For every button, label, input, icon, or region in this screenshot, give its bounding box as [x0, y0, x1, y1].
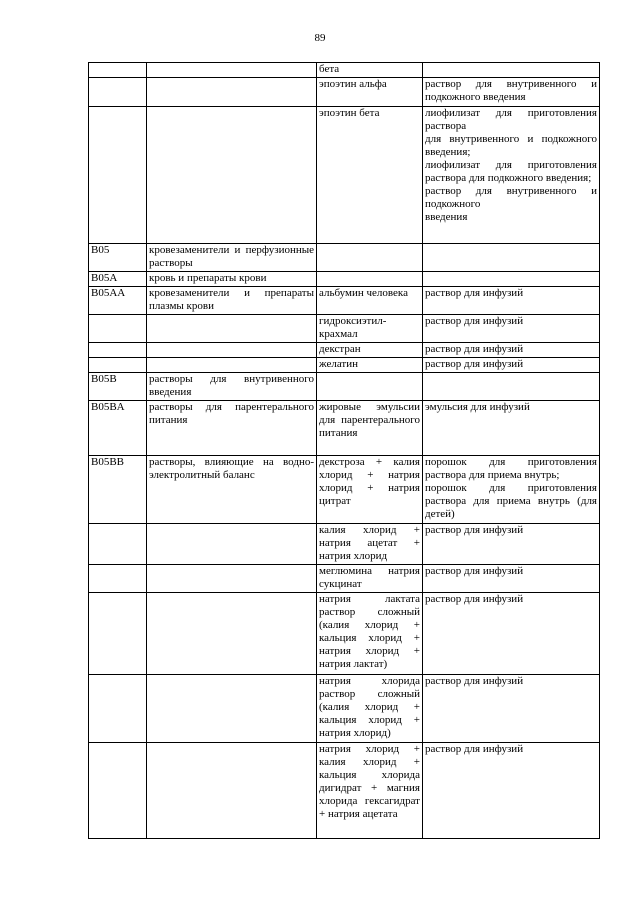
group-name-cell — [147, 107, 317, 244]
table-row — [89, 358, 600, 373]
group-name-cell — [147, 593, 317, 675]
atc-code-cell — [89, 565, 147, 593]
drug-name-cell — [317, 272, 423, 287]
drug-name-cell: декстроза + калия хлорид + натрия хлорид + натрия цитрат — [317, 456, 423, 524]
table-row — [89, 244, 600, 272]
dosage-form-cell: раствор для инфузий — [423, 675, 600, 743]
atc-code-cell — [89, 593, 147, 675]
drug-name-cell: желатин — [317, 358, 423, 373]
dosage-form-cell: раствор для инфузий — [423, 343, 600, 358]
dosage-form-cell: раствор для инфузий — [423, 315, 600, 343]
dosage-form-cell: раствор для инфузий — [423, 743, 600, 839]
table-row — [89, 287, 600, 315]
table-row — [89, 343, 600, 358]
group-name-cell: кровь и препараты крови — [147, 272, 317, 287]
atc-code-cell: B05BA — [89, 401, 147, 456]
atc-code-cell: B05A — [89, 272, 147, 287]
group-name-cell: растворы, влияющие на водно-электролитный баланс — [147, 456, 317, 524]
drug-name-cell: эпоэтин альфа — [317, 78, 423, 107]
group-name-cell — [147, 743, 317, 839]
atc-code-cell — [89, 524, 147, 565]
dosage-form-cell: раствор для инфузий — [423, 358, 600, 373]
atc-code-cell — [89, 107, 147, 244]
dosage-form-cell — [423, 107, 600, 244]
table-row — [89, 675, 600, 743]
table-row — [89, 743, 600, 839]
table-row — [89, 315, 600, 343]
drug-name-cell: натрия лактата раствор сложный (калия хлорид + кальция хлорид + натрия хлорид + натрия лактат) — [317, 593, 423, 675]
drug-name-cell: бета — [317, 63, 423, 78]
table-row — [89, 565, 600, 593]
group-name-cell: растворы для внутривенного введения — [147, 373, 317, 401]
drug-name-cell — [317, 315, 423, 343]
dosage-form-cell — [423, 456, 600, 524]
dosage-form-cell — [423, 373, 600, 401]
table-row — [89, 524, 600, 565]
dosage-form-cell: раствор для инфузий — [423, 565, 600, 593]
drug-name-cell: натрия хлорид + калия хлорид + кальция хлорида дигидрат + магния хлорида гексагидрат + натрия ацетата — [317, 743, 423, 839]
group-name-cell: кровезаменители и препараты плазмы крови — [147, 287, 317, 315]
table-row — [89, 593, 600, 675]
drug-name-cell — [317, 373, 423, 401]
atc-code-cell: B05BB — [89, 456, 147, 524]
group-name-cell — [147, 675, 317, 743]
group-name-cell — [147, 63, 317, 78]
table-row — [89, 373, 600, 401]
drug-name-cell: калия хлорид + натрия ацетат + натрия хлорид — [317, 524, 423, 565]
table-row — [89, 78, 600, 107]
page-number: 89 — [314, 32, 326, 44]
group-name-cell — [147, 78, 317, 107]
atc-code-cell — [89, 315, 147, 343]
atc-code-cell — [89, 675, 147, 743]
atc-code-cell — [89, 343, 147, 358]
dosage-form-cell: раствор для внутривенного и подкожного введения — [423, 78, 600, 107]
drug-name-cell: натрия хлорида раствор сложный (калия хлорид + кальция хлорид + натрия хлорид) — [317, 675, 423, 743]
group-name-cell — [147, 565, 317, 593]
table-row — [89, 63, 600, 78]
atc-code-cell: B05AA — [89, 287, 147, 315]
drug-name-cell: эпоэтин бета — [317, 107, 423, 244]
atc-code-cell — [89, 358, 147, 373]
drug-name-text: гидроксиэтил- крахмал — [319, 315, 387, 340]
dosage-form-cell: раствор для инфузий — [423, 524, 600, 565]
drug-name-cell — [317, 244, 423, 272]
atc-code-cell — [89, 78, 147, 107]
dosage-form-cell: эмульсия для инфузий — [423, 401, 600, 456]
atc-code-cell: B05 — [89, 244, 147, 272]
table-row — [89, 456, 600, 524]
dosage-form-cell — [423, 244, 600, 272]
table-row — [89, 107, 600, 244]
drug-name-cell: декстран — [317, 343, 423, 358]
dosage-form-cell — [423, 63, 600, 78]
group-name-cell: растворы для парентерального питания — [147, 401, 317, 456]
drug-table — [88, 62, 600, 839]
group-name-cell — [147, 358, 317, 373]
group-name-cell — [147, 343, 317, 358]
dosage-form-cell: раствор для инфузий — [423, 287, 600, 315]
atc-code-cell — [89, 63, 147, 78]
atc-code-cell — [89, 743, 147, 839]
group-name-cell — [147, 315, 317, 343]
atc-code-cell: B05B — [89, 373, 147, 401]
drug-name-cell: жировые эмульсии для парентерального питания — [317, 401, 423, 456]
group-name-cell: кровезаменители и перфузионные растворы — [147, 244, 317, 272]
table-row — [89, 401, 600, 456]
dosage-form-text: порошок для приготовления раствора для приема внутрь; порошок для приготовления раствора для приема внутрь (для детей) — [425, 456, 597, 520]
group-name-cell — [147, 524, 317, 565]
dosage-form-text: лиофилизат для приготовления раствора для внутривенного и подкожного введения; лиофилизат для приготовления раствора для подкожного введения; раствор для внутривенного и подкожного введения — [425, 107, 597, 223]
table-row — [89, 272, 600, 287]
drug-name-cell: меглюмина натрия сукцинат — [317, 565, 423, 593]
dosage-form-cell — [423, 272, 600, 287]
dosage-form-cell: раствор для инфузий — [423, 593, 600, 675]
drug-name-cell: альбумин человека — [317, 287, 423, 315]
